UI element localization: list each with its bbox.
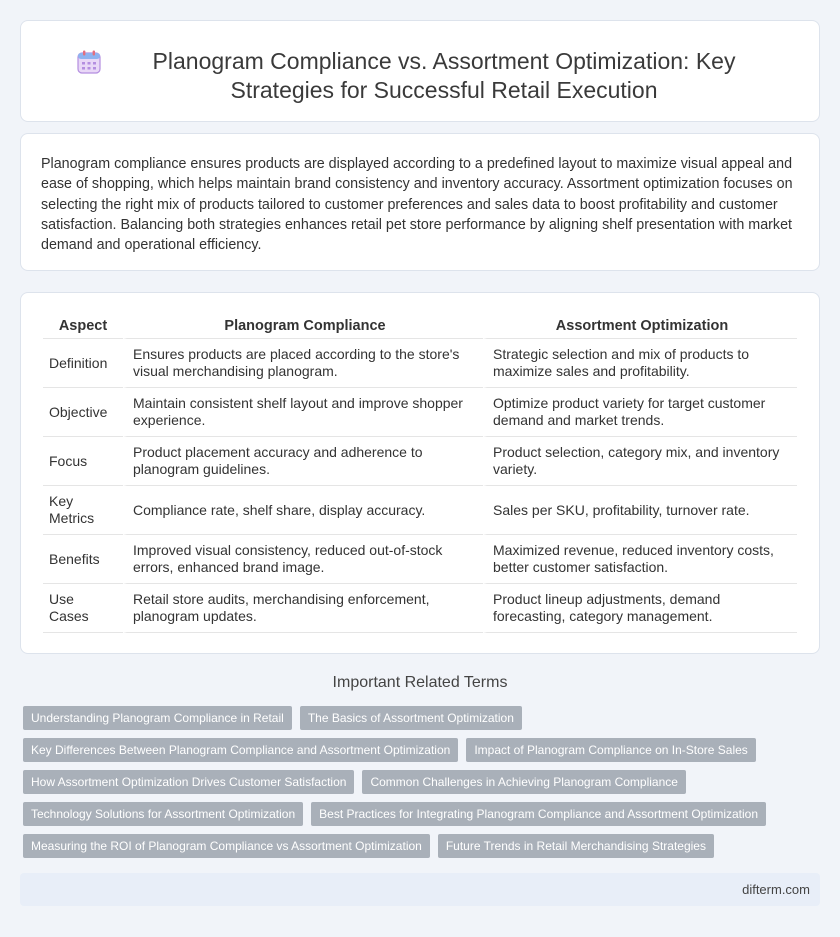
tag-row [23, 834, 823, 858]
related-term-link[interactable]: Key Differences Between Planogram Compliance and Assortment Optimization [23, 738, 458, 762]
related-term-link[interactable]: The Basics of Assortment Optimization [300, 706, 522, 730]
related-term-link[interactable]: How Assortment Optimization Drives Customer Satisfaction [23, 770, 354, 794]
row-planogram-value: Ensures products are placed according to the store's visual merchandising planogram. [123, 339, 483, 388]
row-assortment-value: Sales per SKU, profitability, turnover rate. [483, 486, 797, 535]
row-aspect: Use Cases [43, 584, 123, 633]
related-term-link[interactable]: Impact of Planogram Compliance on In-Store Sales [466, 738, 755, 762]
table-row [43, 339, 797, 388]
related-term-link[interactable]: Understanding Planogram Compliance in Retail [23, 706, 292, 730]
related-terms-list [23, 706, 823, 866]
row-planogram-value: Compliance rate, shelf share, display accuracy. [123, 486, 483, 535]
row-aspect: Focus [43, 437, 123, 486]
row-aspect: Key Metrics [43, 486, 123, 535]
table-header-row [43, 311, 797, 339]
page-title: Planogram Compliance vs. Assortment Optimization: Key Strategies for Successful Retail Execution [152, 48, 736, 103]
comparison-table [43, 311, 797, 633]
table-row [43, 388, 797, 437]
table-row [43, 584, 797, 633]
tag-row [23, 770, 823, 794]
row-assortment-value: Product lineup adjustments, demand forecasting, category management. [483, 584, 797, 633]
tag-row [23, 738, 823, 762]
row-aspect: Objective [43, 388, 123, 437]
row-planogram-value: Product placement accuracy and adherence to planogram guidelines. [123, 437, 483, 486]
row-aspect: Benefits [43, 535, 123, 584]
table-row [43, 535, 797, 584]
row-aspect: Definition [43, 339, 123, 388]
row-assortment-value: Optimize product variety for target customer demand and market trends. [483, 388, 797, 437]
footer-brand[interactable]: difterm.com [742, 882, 810, 897]
header-assortment-optimization: Assortment Optimization [483, 311, 797, 339]
intro-text: Planogram compliance ensures products are displayed according to a predefined layout to maximize visual appeal and ease of shopping, which helps maintain brand consistency and inventory accuracy. Assortment optimization focuses on selecting the right mix of products tailored to customer preferences and sales data to boost profitability and customer satisfaction. Balancing both strategies enhances retail pet store performance by aligning shelf presentation with market demand and operational efficiency. [41, 156, 793, 254]
row-assortment-value: Strategic selection and mix of products to maximize sales and profitability. [483, 339, 797, 388]
row-planogram-value: Maintain consistent shelf layout and improve shopper experience. [123, 388, 483, 437]
footer [20, 873, 820, 906]
intro-card [20, 133, 820, 271]
calendar-icon [76, 49, 102, 75]
header-planogram-compliance: Planogram Compliance [123, 311, 483, 339]
row-planogram-value: Retail store audits, merchandising enforcement, planogram updates. [123, 584, 483, 633]
header-aspect: Aspect [43, 311, 123, 339]
tag-row [23, 706, 823, 730]
related-term-link[interactable]: Common Challenges in Achieving Planogram Compliance [362, 770, 686, 794]
related-term-link[interactable]: Future Trends in Retail Merchandising Strategies [438, 834, 714, 858]
related-terms-title: Important Related Terms [332, 674, 508, 691]
header-card [20, 20, 820, 122]
table-row [43, 486, 797, 535]
row-assortment-value: Maximized revenue, reduced inventory costs, better customer satisfaction. [483, 535, 797, 584]
comparison-table-card [20, 292, 820, 654]
related-term-link[interactable]: Measuring the ROI of Planogram Compliance vs Assortment Optimization [23, 834, 430, 858]
row-assortment-value: Product selection, category mix, and inventory variety. [483, 437, 797, 486]
row-planogram-value: Improved visual consistency, reduced out-of-stock errors, enhanced brand image. [123, 535, 483, 584]
table-row [43, 437, 797, 486]
related-term-link[interactable]: Best Practices for Integrating Planogram Compliance and Assortment Optimization [311, 802, 766, 826]
related-term-link[interactable]: Technology Solutions for Assortment Optimization [23, 802, 303, 826]
tag-row [23, 802, 823, 826]
